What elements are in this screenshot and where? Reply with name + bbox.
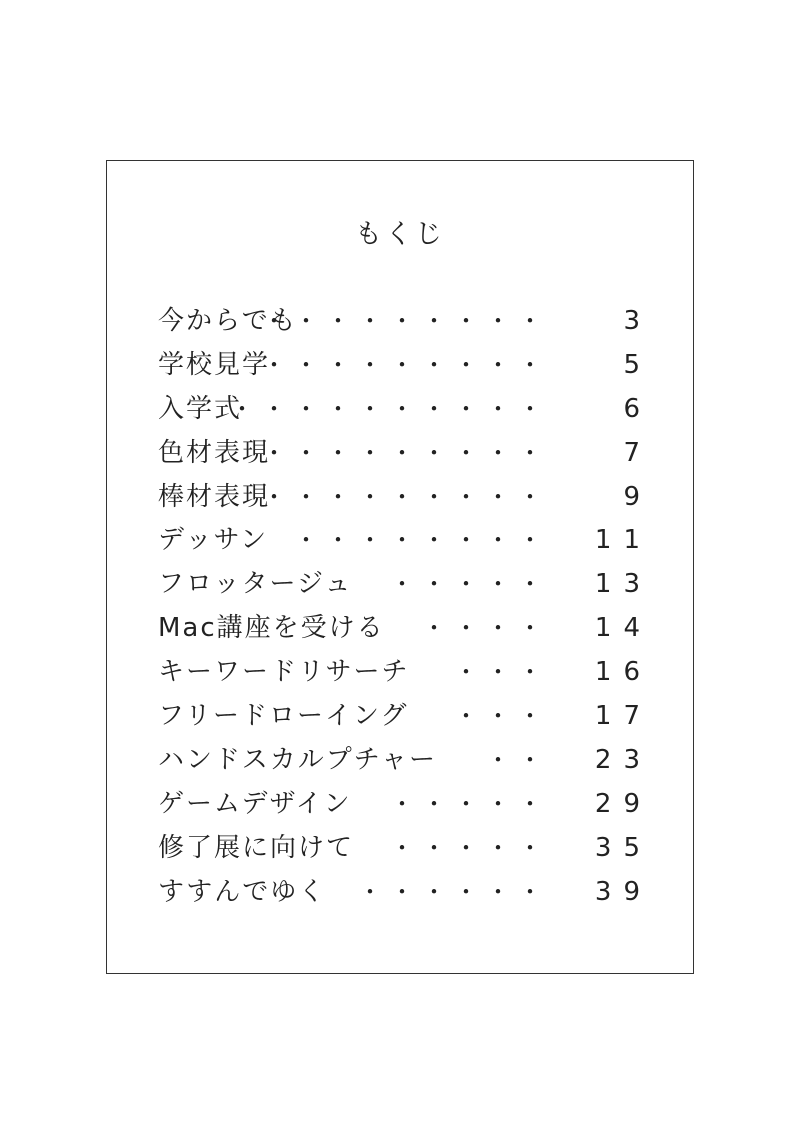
toc-entry-label: 今からでも bbox=[158, 306, 298, 336]
toc-entry-page: 39 bbox=[594, 876, 652, 907]
toc-entry-leader: ・・ bbox=[486, 745, 550, 774]
toc-entry bbox=[158, 827, 652, 871]
toc-entry-leader: ・・・・ bbox=[422, 614, 550, 643]
toc-entry-label: 棒材表現 bbox=[158, 481, 271, 512]
toc-list bbox=[158, 300, 652, 914]
toc-entry bbox=[158, 739, 652, 783]
toc-entry-page: 5 bbox=[623, 349, 652, 380]
toc-entry-label: 学校見学 bbox=[158, 349, 271, 380]
toc-entry-label: ハンドスカルプチャー bbox=[158, 744, 437, 775]
toc-entry-leader: ・・・・・・・・・ bbox=[262, 482, 550, 511]
toc-entry-leader: ・・・・・・・・・ bbox=[262, 307, 550, 335]
toc-entry-page: 29 bbox=[594, 788, 652, 819]
toc-entry-page: 6 bbox=[623, 393, 652, 424]
toc-entry-page: 23 bbox=[594, 744, 652, 775]
toc-entry bbox=[158, 651, 652, 695]
toc-entry-label: 色材表現 bbox=[158, 437, 271, 468]
toc-entry-leader: ・・・・・・・・・・ bbox=[230, 394, 550, 423]
toc-entry-label: デッサン bbox=[158, 525, 269, 556]
toc-entry bbox=[158, 871, 652, 915]
toc-entry bbox=[158, 344, 652, 388]
toc-entry bbox=[158, 300, 652, 344]
toc-entry-page: 14 bbox=[594, 613, 652, 644]
toc-entry-leader: ・・・・・ bbox=[390, 789, 550, 818]
toc-entry-label: ゲームデザイン bbox=[158, 788, 352, 819]
toc-entry-label: フロッタージュ bbox=[158, 569, 353, 600]
toc-entry bbox=[158, 783, 652, 827]
toc-entry bbox=[158, 607, 652, 651]
toc-entry-leader: ・・・・・ bbox=[390, 833, 550, 862]
toc-entry-leader: ・・・・・・・・ bbox=[294, 526, 550, 555]
toc-entry bbox=[158, 519, 652, 563]
toc-entry-leader: ・・・・・ bbox=[390, 570, 550, 599]
toc-entry bbox=[158, 695, 652, 739]
toc-entry-leader: ・・・ bbox=[454, 658, 550, 687]
toc-entry-page: 7 bbox=[623, 437, 652, 468]
toc-entry bbox=[158, 476, 652, 520]
toc-entry-page: 13 bbox=[594, 569, 652, 600]
toc-entry-leader: ・・・・・・ bbox=[358, 877, 550, 906]
toc-entry-leader: ・・・・・・・・・ bbox=[262, 438, 550, 467]
toc-entry-label: 入学式 bbox=[158, 393, 243, 424]
toc-entry-label: フリードローイング bbox=[158, 701, 409, 732]
toc-entry-label: Mac講座を受ける bbox=[158, 613, 385, 644]
toc-entry-label: 修了展に向けて bbox=[158, 832, 355, 863]
toc-entry-label: キーワードリサーチ bbox=[158, 657, 410, 688]
toc-entry-page: 16 bbox=[594, 657, 652, 688]
toc-entry bbox=[158, 563, 652, 607]
toc-entry-page: 11 bbox=[594, 525, 652, 556]
toc-entry-page: 9 bbox=[623, 481, 652, 512]
toc-entry-leader: ・・・・・・・・・ bbox=[262, 350, 550, 379]
toc-entry-page: 17 bbox=[594, 701, 652, 732]
toc-entry bbox=[158, 388, 652, 432]
toc-entry-page: 3 bbox=[623, 306, 652, 336]
toc-entry-leader: ・・・ bbox=[454, 702, 550, 731]
toc-title: もくじ bbox=[355, 219, 445, 250]
toc-entry-page: 35 bbox=[594, 832, 652, 863]
toc-entry bbox=[158, 432, 652, 476]
toc-entry-label: すすんでゆく bbox=[158, 876, 327, 907]
